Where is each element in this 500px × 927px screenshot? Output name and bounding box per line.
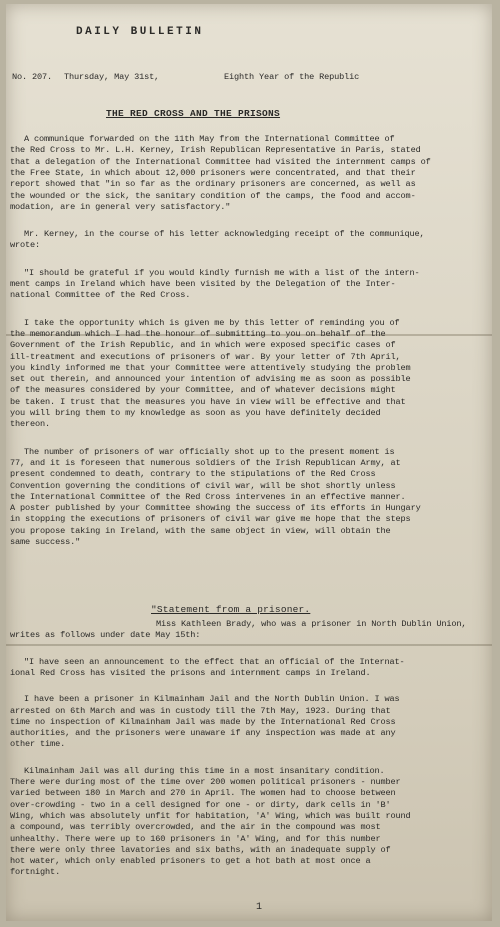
text-line: same success." [10,537,81,547]
paper-fold [6,644,492,646]
text-line: varied between 180 in March and 270 in April. The women had to choose between [10,788,396,799]
text-line: of the measures considered by your Committee, and of whatever decisions might [10,385,396,396]
article-title: THE RED CROSS AND THE PRISONS [106,108,281,119]
text-line: Mr. Kerney, in the course of his letter acknowledging receipt of the communique, [24,229,425,240]
text-line: set out therein, and announced your intention of advising me as soon as possible [10,374,411,385]
text-line: you will bring them to my knowledge as soon as you have definitely decided [10,408,381,418]
text-line: that a delegation of the International Committee had visited the internment camps of [10,156,431,167]
text-line: ional Red Cross has visited the prisons and internment camps in Ireland. [10,667,371,678]
text-line: ment camps in Ireland which have been visited by the Delegation of the Inter- [10,279,396,289]
text-line: I have been a prisoner in Kilmainham Jail and the North Dublin Union. I was [24,694,400,705]
text-line: you kindly informed me that your Committee were attentively studying the problem [10,362,411,373]
text-line: A communique forwarded on the 11th May from the International Committee of [24,134,395,144]
issue-number: No. 207. [12,72,53,82]
text-line: There were during most of the time over 200 women political prisoners - number [10,777,401,787]
text-line: the Red Cross to Mr. L.H. Kerney, Irish Republican Representative in Paris, stated [10,145,421,156]
text-line: Government of the Irish Republic, and in which were exposed specific cases of [10,340,396,351]
text-line: arrested on 6th March and was in custody till the 7th May, 1923. During that [10,705,391,716]
text-line: report showed that "in so far as the ordinary prisoners are concerned, as well as [10,179,416,190]
text-line: over-crowding - two in a cell designed for one - or dirty, dark cells in 'B' [10,799,391,810]
text-line: the International Committee of the Red Cross intervenes in an effective manner. [10,491,406,502]
text-line: The number of prisoners of war officially shot up to the present moment is [24,446,395,457]
text-line: there were only three lavatories and six baths, with an inadequate supply of [10,844,391,855]
text-line: time no inspection of Kilmainham Jail was made by the International Red Cross [10,716,396,727]
text-line: Convention governing the conditions of civil war, will be shot shortly unless [10,480,396,491]
text-line: Kilmainham Jail was all during this time in a most insanitary condition. [24,765,385,776]
text-line: "I should be grateful if you would kindly furnish me with a list of the intern- [24,267,420,278]
text-line: hot water, which only enabled prisoners to get a hot bath at most once a [10,856,371,867]
page-mark: 1 [256,902,263,913]
text-line: wrote: [10,240,41,251]
text-line: the memorandum which I had the honour of submitting to you on behalf of the [10,328,386,339]
republic-year: Eighth Year of the Republic [224,72,360,82]
text-line: "I have seen an announcement to the effect that an official of the Internat- [24,656,405,667]
text-line: in stopping the executions of prisoners of civil war give me hope that the steps [10,514,411,525]
issue-date: Thursday, May 31st, [64,72,160,82]
text-line: other time. [10,739,66,750]
text-line: authorities, and the prisoners were unaware if any inspection was made at any [10,728,396,739]
text-line: ill-treatment and executions of prisoners of war. By your letter of 7th April, [10,351,401,362]
text-line: 77, and it is foreseen that numerous soldiers of the Irish Republican Army, at [10,457,401,468]
text-line: be taken. I trust that the measures you have in view will be effective and that [10,396,406,407]
text-line: national Committee of the Red Cross. [10,290,191,301]
text-line: Wing, which was absolutely unfit for habitation, 'A' Wing, which was built round [10,810,411,821]
text-line: unhealthy. There were up to 160 prisoners in 'A' Wing, and for this number [10,833,381,844]
document-page [6,4,492,921]
text-line: I take the opportunity which is given me by this letter of reminding you of [24,317,400,328]
text-line: the wounded or the sick, the sanitary condition of the camps, the food and accom- [10,190,416,201]
text-line: A poster published by your Committee showing the success of its efforts in Hungary [10,503,421,514]
text-line: a compound, was terribly overcrowded, and the air in the compound was most [10,822,381,833]
text-line: thereon. [10,419,51,430]
masthead: DAILY BULLETIN [76,26,204,38]
text-line: present condemned to death, contrary to the stipulations of the Red Cross [10,469,376,480]
text-line: Miss Kathleen Brady, who was a prisoner in North Dublin Union, [156,619,467,629]
text-line: fortnight. [10,867,61,878]
statement-heading: "Statement from a prisoner. [151,604,311,615]
text-line: you propose taking in Ireland, with the same object in view, will obtain the [10,525,391,536]
text-line: writes as follows under date May 15th: [10,630,201,641]
text-line: the Free State, in which about 12,000 prisoners were concentrated, and that their [10,167,416,178]
text-line: modation, are in general very satisfactory." [10,201,231,212]
